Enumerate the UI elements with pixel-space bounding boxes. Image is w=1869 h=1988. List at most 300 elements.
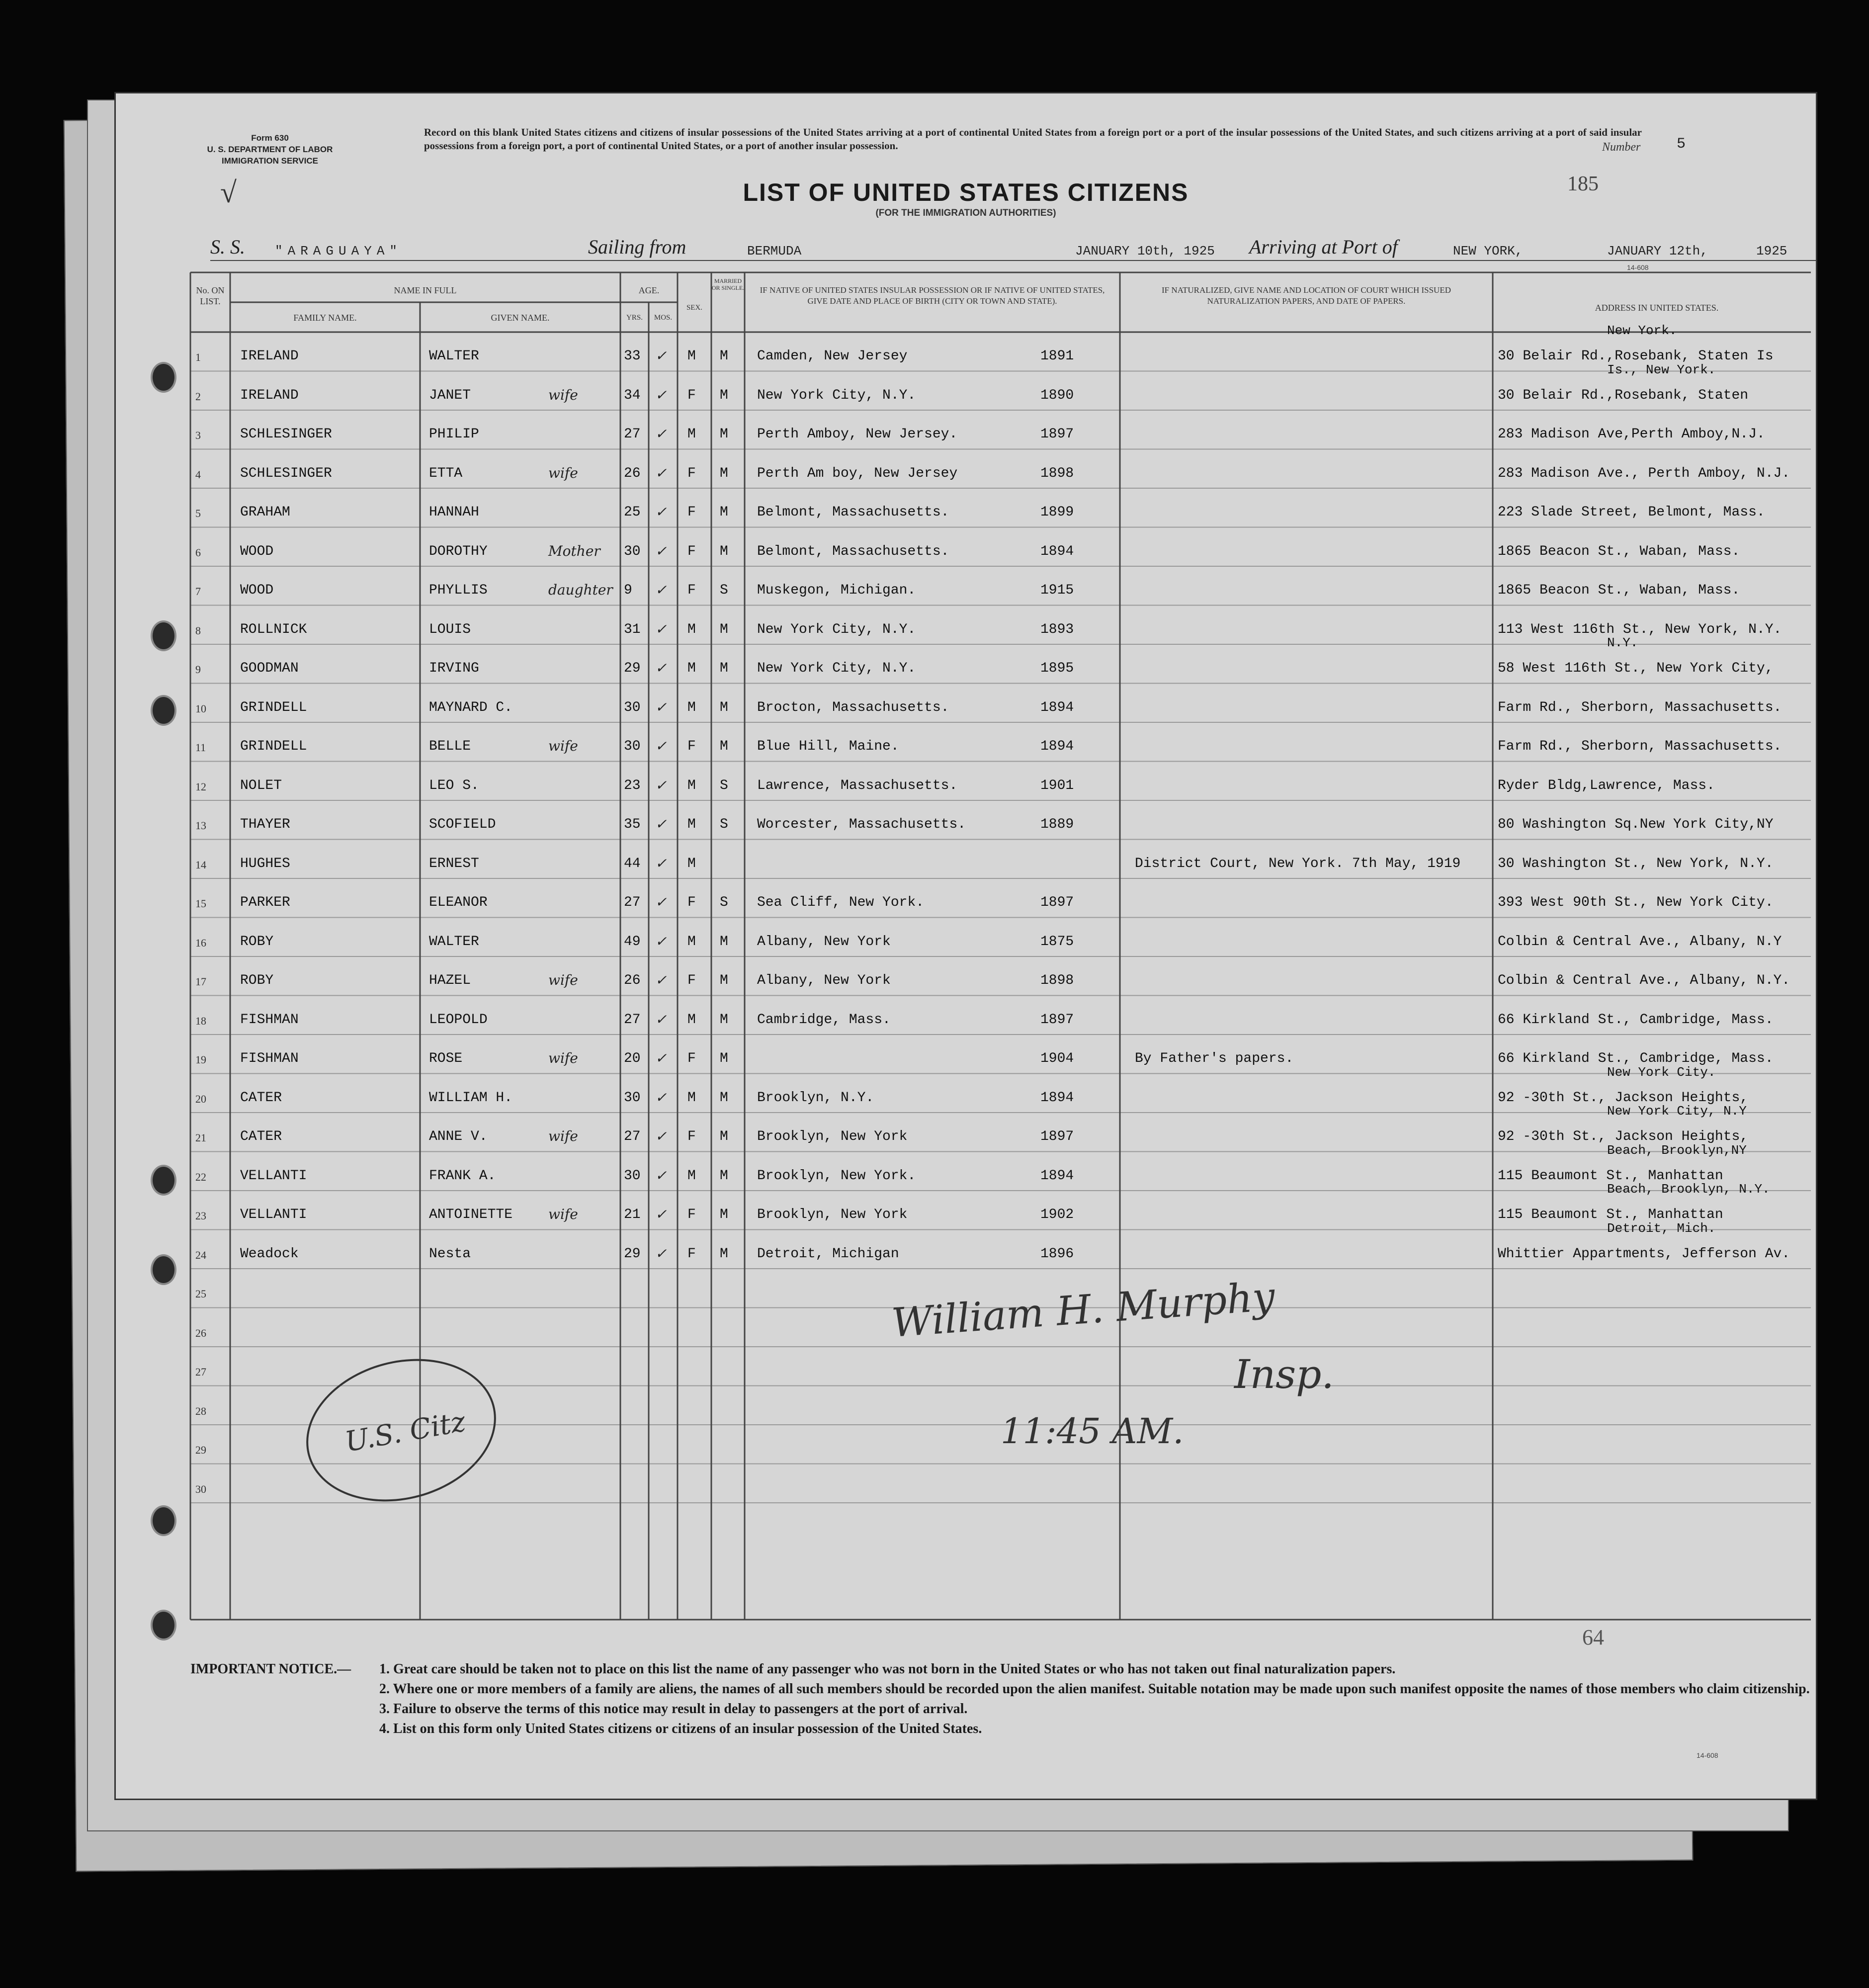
check-icon: ✓ <box>655 386 667 403</box>
table-row <box>116 684 1782 722</box>
notice-heading: IMPORTANT NOTICE.— <box>190 1661 351 1677</box>
cell-ms: M <box>720 1051 728 1066</box>
cell-place: Lawrence, Massachusetts. <box>757 778 958 793</box>
cell-note: wife <box>548 1050 578 1066</box>
table-row <box>116 840 1774 878</box>
table-row <box>116 566 1740 605</box>
form-number: Form 630 <box>251 133 289 143</box>
cell-yrs: 27 <box>624 427 641 442</box>
cell-year: 1897 <box>1040 895 1074 910</box>
cell-family: THAYER <box>240 817 290 832</box>
cell-no: 6 <box>195 546 201 559</box>
cell-year: 1893 <box>1040 621 1074 637</box>
cell-no: 24 <box>195 1248 206 1261</box>
table-row <box>116 323 1774 371</box>
cell-addr: 223 Slade Street, Belmont, Mass. <box>1498 505 1765 520</box>
cell-sex: M <box>687 348 696 364</box>
cell-addr: 58 West 116th St., New York City, <box>1498 661 1774 676</box>
cell-year: 1898 <box>1040 973 1074 988</box>
cell-addr: 393 West 90th St., New York City. <box>1498 895 1774 910</box>
check-icon: ✓ <box>655 933 667 950</box>
cell-place: Belmont, Massachusetts. <box>757 505 949 520</box>
cell-note: wife <box>548 738 578 754</box>
cell-yrs: 30 <box>624 543 641 559</box>
check-icon: ✓ <box>655 816 667 832</box>
cell-given: LOUIS <box>429 621 471 637</box>
cell-yrs: 27 <box>624 895 641 910</box>
cell-yrs: 9 <box>624 583 632 598</box>
cell-yrs: 20 <box>624 1051 641 1066</box>
cell-year: 1915 <box>1040 583 1074 598</box>
cell-address-line2: New York. <box>1607 323 1677 338</box>
cell-given: WILLIAM H. <box>429 1090 513 1106</box>
cell-addr: Ryder Bldg,Lawrence, Mass. <box>1498 778 1715 793</box>
cell-yrs: 30 <box>624 739 641 754</box>
cell-yrs: 29 <box>624 1246 641 1262</box>
cell-ms: M <box>720 1168 728 1184</box>
cell-given: PHILIP <box>429 427 479 442</box>
cell-given: ANTOINETTE <box>429 1207 513 1222</box>
ss-label: S. S. <box>210 236 245 258</box>
col-sex-header: SEX. <box>686 304 703 312</box>
cell-year: 1894 <box>1040 543 1074 559</box>
cell-ms: M <box>720 543 728 559</box>
cell-addr: Farm Rd., Sherborn, Massachusetts. <box>1498 739 1782 754</box>
cell-no: 21 <box>195 1131 206 1144</box>
cell-given: WALTER <box>429 348 479 364</box>
cell-address-line2: Detroit, Mich. <box>1607 1220 1716 1236</box>
check-icon: ✓ <box>655 1245 667 1262</box>
form-instructions: Record on this blank United States citizens and citizens of insular possessions of the United States arriving at a port of continental United States from a foreign port or a port of the insular possessions of the United States, and such citizens arriving at a port of said insular possessions from a foreign port, a port of continental United States, or a port of another insular possession. <box>424 126 1642 152</box>
cell-family: GRINDELL <box>240 699 307 715</box>
cell-given: LEO S. <box>429 778 479 793</box>
cell-sex: F <box>687 1051 696 1066</box>
cell-sex: F <box>687 895 696 910</box>
cell-nat: District Court, New York. 7th May, 1919 <box>1135 856 1461 871</box>
cell-year: 1895 <box>1040 661 1074 676</box>
cell-addr: 115 Beaumont St., Manhattan <box>1498 1168 1723 1184</box>
cell-family: GRINDELL <box>240 739 307 754</box>
cell-no: 15 <box>195 897 206 910</box>
cell-ms: M <box>720 739 728 754</box>
col-age-header: AGE. <box>638 285 660 295</box>
cell-yrs: 33 <box>624 348 641 364</box>
list-number: 5 <box>1677 136 1686 153</box>
cell-family: WOOD <box>240 583 274 598</box>
cell-sex: M <box>687 1012 696 1028</box>
cell-ms: M <box>720 1207 728 1222</box>
page-number: 64 <box>1582 1625 1604 1649</box>
col-native-header: IF NATIVE OF UNITED STATES INSULAR POSSESSION OR IF NATIVE OF UNITED STATES, GIVE DATE AND PLACE OF BIRTH (CITY OR TOWN AND STATE). <box>760 285 1105 306</box>
cell-place: Worcester, Massachusetts. <box>757 817 966 832</box>
table-row <box>116 1064 1749 1113</box>
cell-yrs: 27 <box>624 1012 641 1028</box>
cell-family: IRELAND <box>240 348 299 364</box>
cell-sex: F <box>687 973 696 988</box>
cell-sex: F <box>687 505 696 520</box>
cell-ms: M <box>720 505 728 520</box>
cell-place: Perth Amboy, New Jersey. <box>757 427 958 442</box>
cell-place: Belmont, Massachusetts. <box>757 543 949 559</box>
cell-addr: 30 Belair Rd.,Rosebank, Staten <box>1498 387 1749 403</box>
cell-year: 1894 <box>1040 699 1074 715</box>
cell-ms: M <box>720 387 728 403</box>
cell-given: WALTER <box>429 934 479 950</box>
page-subtitle: (FOR THE IMMIGRATION AUTHORITIES) <box>875 208 1056 218</box>
cell-place: Brooklyn, New York <box>757 1129 908 1144</box>
cell-place: Brocton, Massachusetts. <box>757 699 949 715</box>
inspector-title: Insp. <box>1234 1351 1334 1397</box>
cell-year: 1890 <box>1040 387 1074 403</box>
col-yrs-header: YRS. <box>626 314 643 322</box>
cell-note: Mother <box>548 542 600 559</box>
form-code: 14-608 <box>1627 263 1649 271</box>
cell-no: 26 <box>195 1326 206 1339</box>
cell-addr: Whittier Appartments, Jefferson Av. <box>1498 1246 1790 1262</box>
col-married-header: MARRIED OR SINGLE. <box>711 277 745 291</box>
cell-ms: M <box>720 1246 728 1262</box>
cell-addr: Farm Rd., Sherborn, Massachusetts. <box>1498 699 1782 715</box>
cell-address-line2: Beach, Brooklyn, N.Y. <box>1607 1182 1770 1197</box>
cell-family: CATER <box>240 1129 282 1144</box>
cell-sex: M <box>687 427 696 442</box>
departure-port: BERMUDA <box>747 244 802 259</box>
cell-yrs: 30 <box>624 1090 641 1106</box>
cell-family: VELLANTI <box>240 1207 307 1222</box>
cell-note: wife <box>548 1206 578 1222</box>
cell-no: 10 <box>195 702 206 715</box>
col-given-header: GIVEN NAME. <box>491 313 550 323</box>
cell-addr: 30 Belair Rd.,Rosebank, Staten Is <box>1498 348 1774 364</box>
cell-addr: 92 -30th St., Jackson Heights, <box>1498 1090 1749 1106</box>
cell-family: VELLANTI <box>240 1168 307 1184</box>
arrival-port: NEW YORK, <box>1453 244 1523 259</box>
table-row <box>116 635 1774 683</box>
cell-no: 14 <box>195 858 206 871</box>
cell-given: PHYLLIS <box>429 583 488 598</box>
inspector-signature: William H. Murphy <box>890 1273 1276 1346</box>
check-mark: √ <box>220 176 237 209</box>
cell-yrs: 31 <box>624 621 641 637</box>
cell-addr: 1865 Beacon St., Waban, Mass. <box>1498 583 1740 598</box>
cell-ms: M <box>720 934 728 950</box>
cell-yrs: 26 <box>624 465 641 481</box>
cell-no: 2 <box>195 390 201 403</box>
cell-year: 1904 <box>1040 1051 1074 1066</box>
cell-family: ROLLNICK <box>240 621 307 637</box>
check-icon: ✓ <box>655 855 667 871</box>
notice-item: 3. Failure to observe the terms of this notice may result in delay to passengers at the port of arrival. <box>379 1701 968 1717</box>
cell-given: MAYNARD C. <box>429 699 513 715</box>
cell-no: 3 <box>195 429 201 441</box>
check-icon: ✓ <box>655 894 667 910</box>
cell-place: Sea Cliff, New York. <box>757 895 925 910</box>
cell-addr: 1865 Beacon St., Waban, Mass. <box>1498 543 1740 559</box>
cell-sex: M <box>687 621 696 637</box>
notice-item: 4. List on this form only United States citizens or citizens of an insular possession of the United States. <box>379 1721 982 1736</box>
cell-no: 29 <box>195 1444 206 1456</box>
check-icon: ✓ <box>655 972 667 988</box>
cell-sex: M <box>687 1168 696 1184</box>
cell-no: 11 <box>195 741 206 754</box>
table-row <box>116 878 1774 917</box>
arrival-year: 1925 <box>1756 244 1787 259</box>
cell-ms: M <box>720 348 728 364</box>
cell-given: HAZEL <box>429 973 471 988</box>
cell-no: 7 <box>195 585 201 598</box>
cell-yrs: 25 <box>624 505 641 520</box>
page-stamp: 185 <box>1567 173 1599 195</box>
cell-nat: By Father's papers. <box>1135 1051 1294 1066</box>
number-label: Number <box>1602 141 1641 154</box>
cell-family: GOODMAN <box>240 661 299 676</box>
cell-given: LEOPOLD <box>429 1012 488 1028</box>
table-row <box>116 956 1790 995</box>
table-row <box>116 1142 1747 1191</box>
cell-year: 1899 <box>1040 505 1074 520</box>
cell-year: 1891 <box>1040 348 1074 364</box>
cell-place: New York City, N.Y. <box>757 661 916 676</box>
table-row <box>116 722 1782 761</box>
cell-no: 5 <box>195 507 201 519</box>
cell-addr: 113 West 116th St., New York, N.Y. <box>1498 621 1782 637</box>
cell-yrs: 23 <box>624 778 641 793</box>
cell-sex: F <box>687 583 696 598</box>
cell-no: 17 <box>195 975 206 988</box>
col-address-header: ADDRESS IN UNITED STATES. <box>1595 303 1719 313</box>
check-icon: ✓ <box>655 738 667 754</box>
cell-no: 9 <box>195 663 201 676</box>
cell-year: 1902 <box>1040 1207 1074 1222</box>
cell-place: Cambridge, Mass. <box>757 1012 891 1028</box>
cell-family: SCHLESINGER <box>240 427 332 442</box>
cell-no: 16 <box>195 936 206 949</box>
cell-no: 19 <box>195 1053 206 1066</box>
cell-given: ROSE <box>429 1051 463 1066</box>
cell-place: Brooklyn, N.Y. <box>757 1090 874 1106</box>
manifest-page <box>114 92 1817 1800</box>
cell-addr: 115 Beaumont St., Manhattan <box>1498 1207 1723 1222</box>
cell-yrs: 30 <box>624 699 641 715</box>
cell-ms: M <box>720 621 728 637</box>
cell-given: DOROTHY <box>429 543 488 559</box>
check-icon: ✓ <box>655 464 667 481</box>
cell-given: HANNAH <box>429 505 479 520</box>
cell-given: ELEANOR <box>429 895 488 910</box>
cell-address-line2: Is., New York. <box>1607 362 1716 377</box>
cell-ms: S <box>720 583 728 598</box>
sailing-label: Sailing from <box>588 236 686 258</box>
check-icon: ✓ <box>655 620 667 637</box>
cell-no: 28 <box>195 1404 206 1417</box>
cell-year: 1898 <box>1040 465 1074 481</box>
notice-item: 2. Where one or more members of a family are aliens, the names of all such members should be recorded upon the alien manifest. Suitable notation may be made upon such manifest opposite the names of those members who claim citizenship. <box>379 1681 1810 1697</box>
cell-place: Camden, New Jersey <box>757 348 908 364</box>
cell-no: 30 <box>195 1482 206 1495</box>
cell-place: Brooklyn, New York. <box>757 1168 916 1184</box>
check-icon: ✓ <box>655 777 667 793</box>
table-row <box>116 410 1765 449</box>
cell-sex: M <box>687 699 696 715</box>
check-icon: ✓ <box>655 582 667 598</box>
cell-family: ROBY <box>240 973 274 988</box>
cell-ms: M <box>720 465 728 481</box>
cell-no: 13 <box>195 819 206 832</box>
cell-yrs: 35 <box>624 817 641 832</box>
table-row <box>116 762 1731 800</box>
cell-sex: M <box>687 661 696 676</box>
cell-no: 12 <box>195 780 206 793</box>
cell-family: WOOD <box>240 543 274 559</box>
cell-year: 1896 <box>1040 1246 1074 1262</box>
cell-addr: Colbin & Central Ave., Albany, N.Y <box>1498 934 1782 950</box>
cell-addr: 80 Washington Sq.New York City,NY <box>1498 817 1774 832</box>
cell-ms: M <box>720 661 728 676</box>
arrival-time: 11:45 AM. <box>1001 1411 1184 1452</box>
cell-no: 4 <box>195 468 201 481</box>
cell-year: 1894 <box>1040 739 1074 754</box>
col-mos-header: MOS. <box>654 314 673 322</box>
form-code-bottom: 14-608 <box>1697 1751 1718 1759</box>
cell-yrs: 27 <box>624 1129 641 1144</box>
cell-no: 20 <box>195 1092 206 1105</box>
cell-sex: M <box>687 778 696 793</box>
cell-addr: 283 Madison Ave,Perth Amboy,N.J. <box>1498 427 1765 442</box>
check-icon: ✓ <box>655 1011 667 1028</box>
cell-ms: S <box>720 895 728 910</box>
cell-yrs: 21 <box>624 1207 641 1222</box>
table-row <box>116 800 1774 839</box>
cell-yrs: 49 <box>624 934 641 950</box>
table-row <box>116 488 1765 527</box>
cell-no: 27 <box>195 1366 206 1378</box>
cell-sex: F <box>687 465 696 481</box>
check-icon: ✓ <box>655 504 667 520</box>
check-icon: ✓ <box>655 542 667 559</box>
cell-ms: M <box>720 1090 728 1106</box>
cell-family: GRAHAM <box>240 505 290 520</box>
cell-year: 1897 <box>1040 427 1074 442</box>
service-name: IMMIGRATION SERVICE <box>222 156 318 166</box>
cell-yrs: 30 <box>624 1168 641 1184</box>
check-icon: ✓ <box>655 1089 667 1106</box>
cell-sex: M <box>687 856 696 871</box>
cell-note: wife <box>548 386 578 403</box>
cell-addr: 283 Madison Ave., Perth Amboy, N.J. <box>1498 465 1790 481</box>
cell-address-line2: New York City. <box>1607 1064 1716 1080</box>
cell-family: HUGHES <box>240 856 290 871</box>
cell-note: wife <box>548 464 578 481</box>
cell-year: 1901 <box>1040 778 1074 793</box>
cell-place: Brooklyn, New York <box>757 1207 908 1222</box>
cell-family: ROBY <box>240 934 274 950</box>
cell-yrs: 44 <box>624 856 641 871</box>
cell-given: IRVING <box>429 661 479 676</box>
department-name: U. S. DEPARTMENT OF LABOR <box>207 145 333 154</box>
cell-place: New York City, N.Y. <box>757 621 916 637</box>
cell-no: 25 <box>195 1288 206 1300</box>
cell-no: 1 <box>195 351 201 363</box>
cell-ms: S <box>720 817 728 832</box>
cell-given: FRANK A. <box>429 1168 496 1184</box>
table-row <box>116 1182 1770 1229</box>
cell-family: SCHLESINGER <box>240 465 332 481</box>
cell-ms: M <box>720 1012 728 1028</box>
cell-addr: 30 Washington St., New York, N.Y. <box>1498 856 1774 871</box>
cell-ms: M <box>720 973 728 988</box>
check-icon: ✓ <box>655 660 667 676</box>
cell-sex: F <box>687 1246 696 1262</box>
cell-given: JANET <box>429 387 471 403</box>
arriving-label: Arriving at Port of <box>1249 236 1398 258</box>
check-icon: ✓ <box>655 698 667 715</box>
cell-family: IRELAND <box>240 387 299 403</box>
cell-family: FISHMAN <box>240 1012 299 1028</box>
check-icon: ✓ <box>655 347 667 364</box>
cell-year: 1889 <box>1040 817 1074 832</box>
arrival-date: JANUARY 12th, <box>1607 244 1708 259</box>
cell-ms: M <box>720 1129 728 1144</box>
cell-no: 22 <box>195 1170 206 1183</box>
cell-addr: 66 Kirkland St., Cambridge, Mass. <box>1498 1051 1774 1066</box>
cell-sex: F <box>687 1207 696 1222</box>
departure-date: JANUARY 10th, 1925 <box>1075 244 1215 259</box>
cell-given: ERNEST <box>429 856 479 871</box>
cell-address-line2: Beach, Brooklyn,NY <box>1607 1142 1747 1158</box>
cell-family: FISHMAN <box>240 1051 299 1066</box>
cell-sex: M <box>687 1090 696 1106</box>
cell-given: Nesta <box>429 1246 471 1262</box>
page-title: LIST OF UNITED STATES CITIZENS <box>743 178 1189 206</box>
cell-sex: M <box>687 817 696 832</box>
cell-year: 1897 <box>1040 1012 1074 1028</box>
table-row <box>116 918 1782 956</box>
cell-given: BELLE <box>429 739 471 754</box>
table-row <box>116 996 1774 1035</box>
table-row <box>116 527 1740 566</box>
cell-note: daughter <box>548 582 613 598</box>
col-name-header: NAME IN FULL <box>394 285 457 295</box>
col-family-header: FAMILY NAME. <box>293 313 357 323</box>
cell-place: Detroit, Michigan <box>757 1246 899 1262</box>
cell-addr: Colbin & Central Ave., Albany, N.Y. <box>1498 973 1790 988</box>
cell-place: Albany, New York <box>757 934 891 950</box>
cell-year: 1894 <box>1040 1168 1074 1184</box>
cell-addr: 66 Kirkland St., Cambridge, Mass. <box>1498 1012 1774 1028</box>
notice-item: 1. Great care should be taken not to place on this list the name of any passenger who was not born in the United States or who has not taken out final naturalization papers. <box>379 1661 1396 1677</box>
check-icon: ✓ <box>655 426 667 442</box>
cell-year: 1897 <box>1040 1129 1074 1144</box>
cell-year: 1894 <box>1040 1090 1074 1106</box>
cell-sex: F <box>687 1129 696 1144</box>
cell-address-line2: New York City, N.Y <box>1607 1104 1747 1119</box>
check-icon: ✓ <box>655 1050 667 1066</box>
table-row <box>116 449 1790 488</box>
col-no-header: No. ON LIST. <box>196 285 225 306</box>
cell-given: ANNE V. <box>429 1129 488 1144</box>
cell-family: Weadock <box>240 1246 299 1262</box>
cell-family: CATER <box>240 1090 282 1106</box>
cell-given: SCOFIELD <box>429 817 496 832</box>
cell-sex: M <box>687 934 696 950</box>
cell-addr: 92 -30th St., Jackson Heights, <box>1498 1129 1749 1144</box>
cell-no: 18 <box>195 1014 206 1027</box>
table-row <box>116 1035 1774 1073</box>
table-row <box>116 1220 1790 1269</box>
cell-sex: F <box>687 739 696 754</box>
cell-note: wife <box>548 1128 578 1144</box>
cell-place: New York City, N.Y. <box>757 387 916 403</box>
